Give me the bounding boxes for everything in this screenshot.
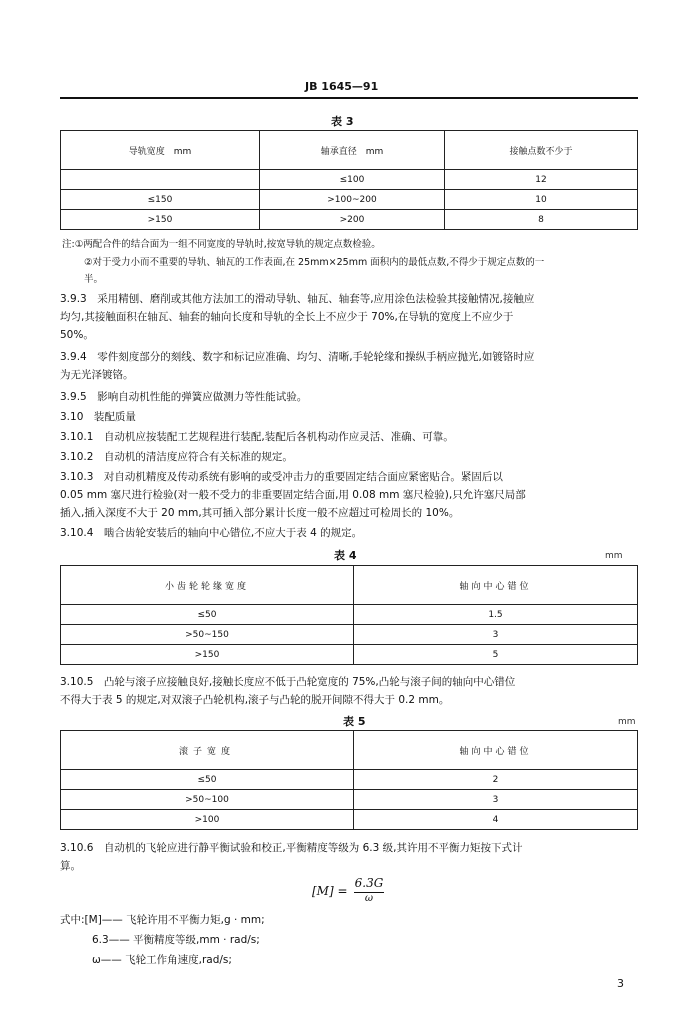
table3-note-1: 注:①两配合件的结合面为一组不同宽度的导轨时,按宽导轨的规定点数检验。 [62, 239, 381, 250]
table-row [61, 790, 638, 810]
table-row [61, 210, 638, 230]
formula-numerator: 6.3G [354, 876, 384, 890]
legend-line1: 式中:[M]—— 飞轮许用不平衡力矩,g · mm; [60, 914, 265, 926]
table-cell: 8 [445, 210, 638, 230]
page-number: 3 [617, 977, 624, 990]
table-cell: 5 [354, 645, 638, 665]
table-cell: 12 [445, 170, 638, 190]
table3-note-2: ②对于受力小而不重要的导轨、轴瓦的工作表面,在 25mm×25mm 面积内的最低点数,不得少于规定点数的一 [84, 257, 545, 268]
table5-header-row [61, 731, 638, 770]
table-cell: ≤50 [61, 770, 354, 790]
table-cell: ≤100 [260, 170, 445, 190]
clause-3-9-3-line2: 均匀,其接触面积在轴瓦、轴套的轴向长度和导轨的全长上不应少于 70%,在导轨的宽度上不应少于 [60, 311, 514, 323]
table-cell [61, 170, 260, 190]
table4-unit: mm [605, 551, 623, 561]
clause-3-9-3-line1: 3.9.3 采用精刨、磨削或其他方法加工的滑动导轨、轴瓦、轴套等,应用涂色法检验其接触情况,接触应 [60, 293, 535, 305]
clause-3-10-3-line1: 3.10.3 对自动机精度及传动系统有影响的或受冲击力的重要固定结合面应紧密贴合。紧固后以 [60, 471, 503, 483]
table-row [61, 605, 638, 625]
table-cell: 4 [354, 810, 638, 830]
clause-3-10-1: 3.10.1 自动机应按装配工艺规程进行装配,装配后各机构动作应灵活、准确、可靠。 [60, 431, 454, 443]
legend-line2: 6.3—— 平衡精度等级,mm · rad/s; [92, 934, 260, 946]
table-cell: 2 [354, 770, 638, 790]
table-cell: >150 [61, 210, 260, 230]
table-cell: >150 [61, 645, 354, 665]
standard-number: JB 1645—91 [305, 80, 379, 93]
table4-caption: 表 4 [334, 549, 357, 562]
clause-3-10-5-line1: 3.10.5 凸轮与滚子应接触良好,接触长度应不低于凸轮宽度的 75%,凸轮与滚子间的轴向中心错位 [60, 676, 516, 688]
table4 [60, 565, 638, 665]
table-cell: ≤150 [61, 190, 260, 210]
section-3-10-heading: 3.10 装配质量 [60, 411, 136, 423]
clause-3-10-2: 3.10.2 自动机的清洁度应符合有关标准的规定。 [60, 451, 293, 463]
formula-denominator: ω [364, 893, 374, 904]
table4-col-offset: 轴向中心错位 [354, 566, 638, 605]
table4-col-width: 小齿轮轮缘宽度 [61, 566, 354, 605]
table3-col-points: 接触点数不少于 [445, 131, 638, 170]
table4-header-row [61, 566, 638, 605]
table5-col-width: 滚子宽度 [61, 731, 354, 770]
table-cell: >200 [260, 210, 445, 230]
table-row [61, 625, 638, 645]
table-cell: >100~200 [260, 190, 445, 210]
table-row [61, 770, 638, 790]
table-cell: >100 [61, 810, 354, 830]
clause-3-9-4-line2: 为无光泽镀铬。 [60, 369, 134, 381]
table-cell: 3 [354, 625, 638, 645]
table3 [60, 130, 638, 230]
table-cell: 3 [354, 790, 638, 810]
clause-3-10-6-line1: 3.10.6 自动机的飞轮应进行静平衡试验和校正,平衡精度等级为 6.3 级,其许用不平衡力矩按下式计 [60, 842, 523, 854]
clause-3-10-6-line2: 算。 [60, 860, 81, 872]
table-row [61, 170, 638, 190]
table3-note-3: 半。 [84, 274, 104, 285]
table5 [60, 730, 638, 830]
table-cell: 10 [445, 190, 638, 210]
clause-3-10-5-line2: 不得大于表 5 的规定,对双滚子凸轮机构,滚子与凸轮的脱开间隙不得大于 0.2 mm。 [60, 694, 450, 706]
table3-col-bearing: 轴承直径 mm [260, 131, 445, 170]
clause-3-10-4: 3.10.4 啮合齿轮安装后的轴向中心错位,不应大于表 4 的规定。 [60, 527, 363, 539]
table3-header-row [61, 131, 638, 170]
table-row [61, 645, 638, 665]
legend-line3: ω—— 飞轮工作角速度,rad/s; [92, 954, 232, 966]
formula-lhs: [M] = [312, 884, 348, 898]
clause-3-9-5: 3.9.5 影响自动机性能的弹簧应做测力等性能试验。 [60, 391, 308, 403]
table-cell: >50~150 [61, 625, 354, 645]
table-row [61, 810, 638, 830]
header-rule [60, 97, 638, 99]
table5-caption: 表 5 [343, 715, 366, 728]
clause-3-9-4-line1: 3.9.4 零件刻度部分的刻线、数字和标记应准确、均匀、清晰,手轮轮缘和操纵手柄应抛光,如镀铬时应 [60, 351, 535, 363]
table-cell: ≤50 [61, 605, 354, 625]
table-cell: 1.5 [354, 605, 638, 625]
table-row [61, 190, 638, 210]
table5-col-offset: 轴向中心错位 [354, 731, 638, 770]
table3-col-guide: 导轨宽度 mm [61, 131, 260, 170]
clause-3-10-3-line3: 插入,插入深度不大于 20 mm,其可插入部分累计长度一般不应超过可检周长的 10%。 [60, 507, 460, 519]
clause-3-10-3-line2: 0.05 mm 塞尺进行检验(对一般不受力的非重要固定结合面,用 0.08 mm 塞尺检验),只允许塞尺局部 [60, 489, 526, 501]
clause-3-9-3-line3: 50%。 [60, 329, 94, 341]
table5-unit: mm [618, 717, 636, 727]
table-cell: >50~100 [61, 790, 354, 810]
table3-caption: 表 3 [331, 115, 354, 128]
